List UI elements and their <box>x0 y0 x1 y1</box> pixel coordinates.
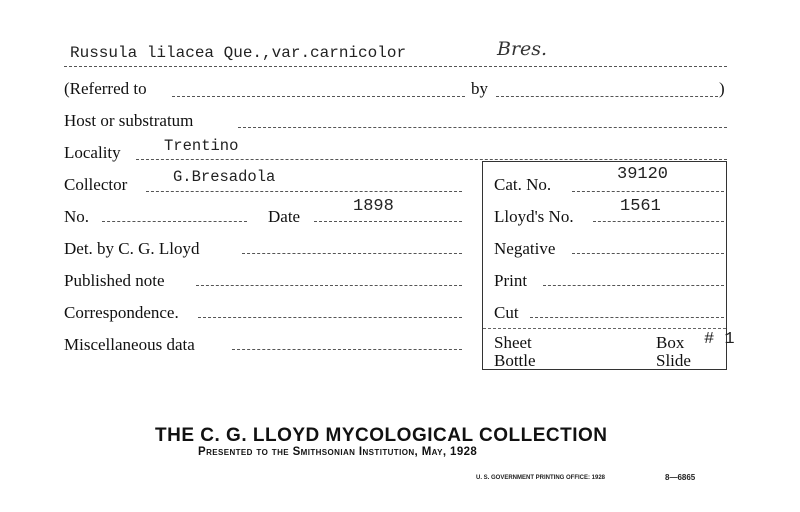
slide-label: Slide <box>656 351 691 370</box>
cat-no-line <box>572 191 724 192</box>
correspondence-line <box>198 317 462 318</box>
print-line <box>543 285 724 286</box>
date-value: 1898 <box>353 197 394 216</box>
host-label: Host or substratum <box>64 111 194 130</box>
bottle-label: Bottle <box>494 351 536 370</box>
det-by-line <box>242 253 462 254</box>
close-paren: ) <box>719 79 725 98</box>
collection-title: THE C. G. LLOYD MYCOLOGICAL COLLECTION <box>155 425 608 446</box>
locality-value: Trentino <box>164 137 239 155</box>
species-name: Russula lilacea Que.,var.carnicolor <box>70 44 407 62</box>
print-label: Print <box>494 271 528 290</box>
negative-label: Negative <box>494 239 556 258</box>
host-line <box>238 127 727 128</box>
date-label: Date <box>268 207 301 226</box>
published-note-label: Published note <box>64 271 165 290</box>
misc-data-label: Miscellaneous data <box>64 335 195 354</box>
det-by-label: Det. by C. G. Lloyd <box>64 239 200 258</box>
box-value: # 1 <box>704 330 735 349</box>
correspondence-label: Correspondence. <box>64 303 179 322</box>
box-left-border <box>482 161 483 370</box>
referred-to-label: (Referred to <box>64 79 147 98</box>
locality-line <box>136 159 727 160</box>
lloyds-no-label: Lloyd's No. <box>494 207 574 226</box>
species-underline <box>64 66 727 67</box>
no-label: No. <box>64 207 90 226</box>
species-author-handwritten: Bres. <box>497 38 548 60</box>
collector-value: G.Bresadola <box>173 168 276 186</box>
date-line <box>314 221 462 222</box>
referred-to-line <box>172 96 465 97</box>
box-top-border <box>482 161 727 162</box>
sheet-label: Sheet <box>494 333 532 352</box>
box-label: Box <box>656 333 685 352</box>
lloyds-no-value: 1561 <box>620 197 661 216</box>
collector-label: Collector <box>64 175 128 194</box>
collection-subtitle: Presented to the Smithsonian Institution, May, 1928 <box>198 446 478 458</box>
locality-label: Locality <box>64 143 121 162</box>
by-line <box>496 96 718 97</box>
box-divider <box>483 328 726 329</box>
negative-line <box>572 253 724 254</box>
lloyds-no-line <box>593 221 724 222</box>
cat-no-value: 39120 <box>617 165 669 184</box>
misc-data-line <box>232 349 462 350</box>
by-label: by <box>471 79 488 98</box>
cut-label: Cut <box>494 303 519 322</box>
form-code: 8—6865 <box>665 473 696 482</box>
printing-office-note: U. S. GOVERNMENT PRINTING OFFICE: 1928 <box>476 475 606 481</box>
collector-line <box>146 191 462 192</box>
published-note-line <box>196 285 462 286</box>
no-line <box>102 221 247 222</box>
cat-no-label: Cat. No. <box>494 175 552 194</box>
cut-line <box>530 317 724 318</box>
